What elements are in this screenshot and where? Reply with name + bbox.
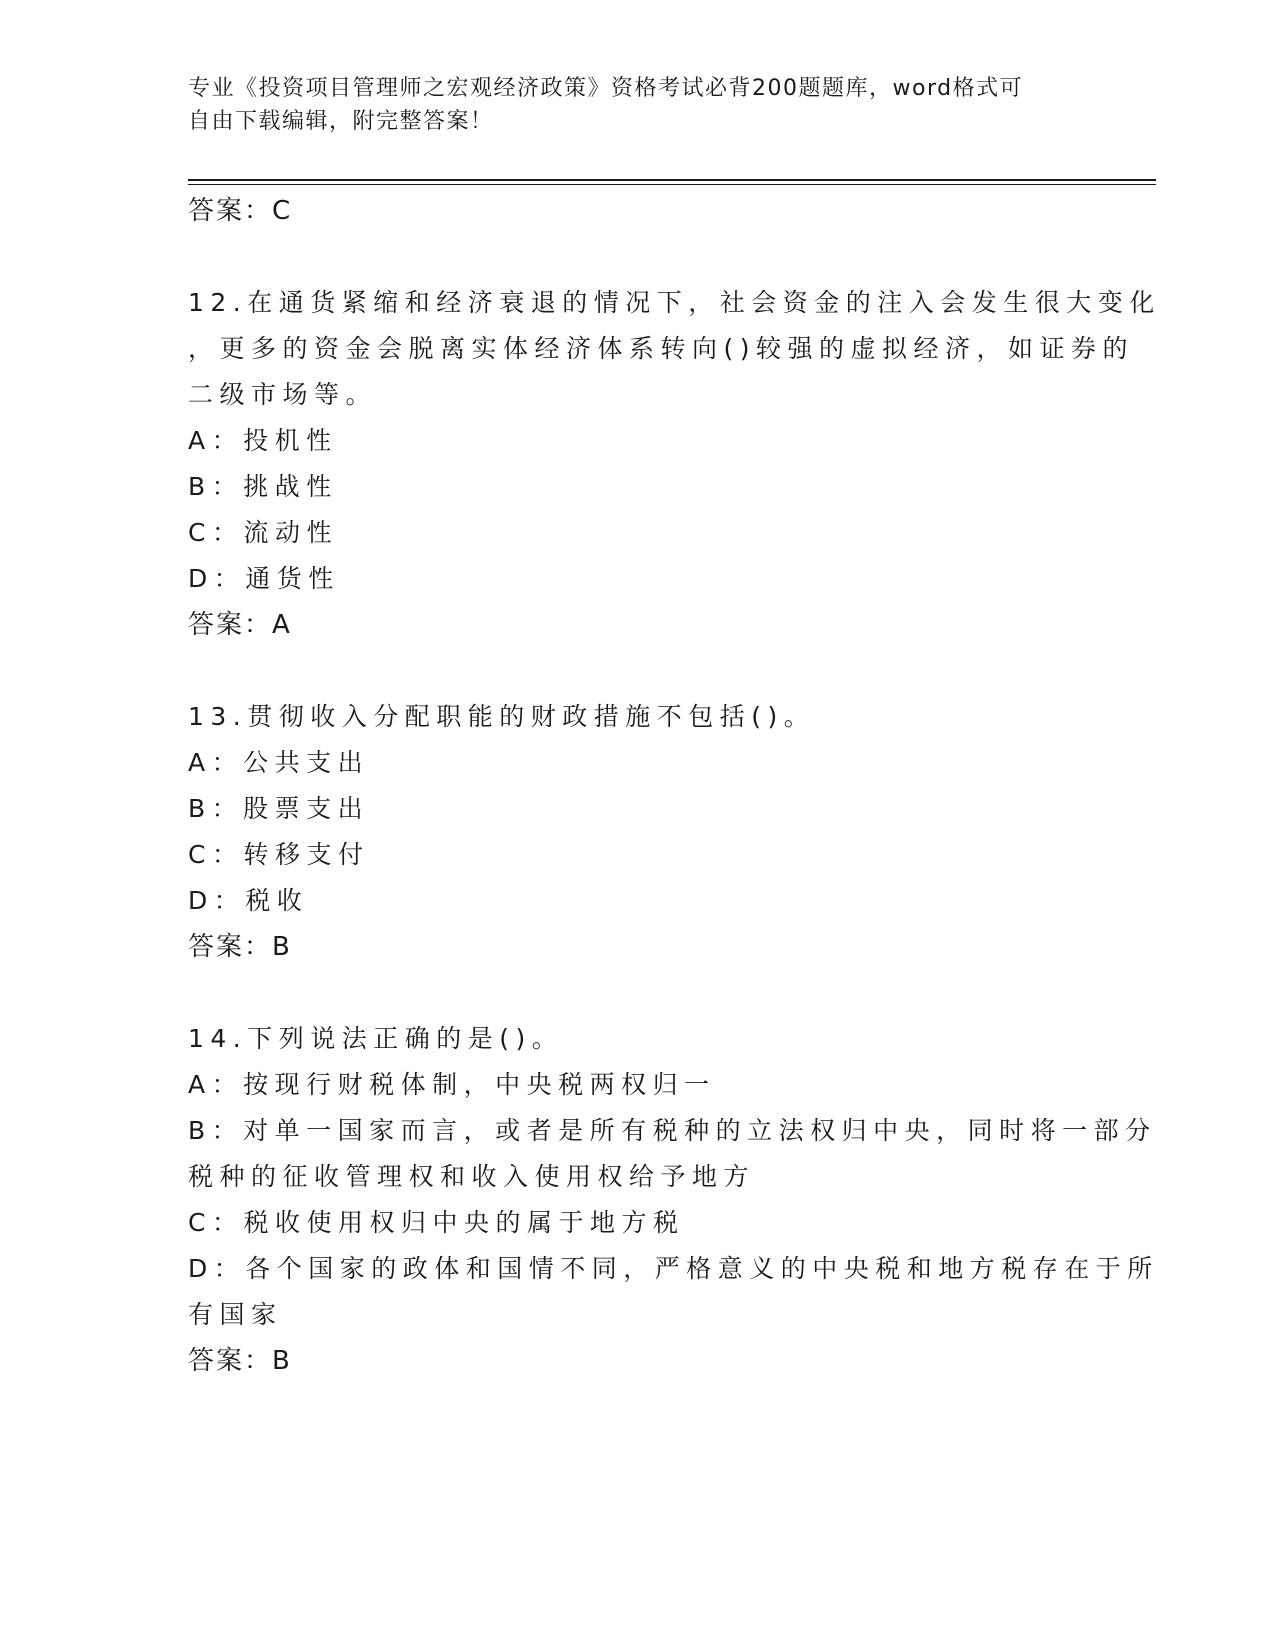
option-d-continued: 有国家 <box>188 1300 283 1329</box>
question-14 <box>188 1016 1159 1384</box>
option-b: B：对单一国家而言，或者是所有税种的立法权归中央，同时将一部分 <box>188 1116 1157 1145</box>
option-c: C：税收使用权归中央的属于地方税 <box>188 1208 685 1237</box>
question-stem-line: 12.在通货紧缩和经济衰退的情况下，社会资金的注入会发生很大变化 <box>188 288 1161 317</box>
question-stem-line: ，更多的资金会脱离实体经济体系转向()较强的虚拟经济，如证券的 <box>188 334 1135 363</box>
option-d: D：各个国家的政体和国情不同，严格意义的中央税和地方税存在于所 <box>188 1254 1159 1283</box>
option-a: A：投机性 <box>188 426 338 455</box>
option-b: B：挑战性 <box>188 472 338 501</box>
answer: 答案：B <box>188 1346 292 1376</box>
option-d: D：通货性 <box>188 564 340 593</box>
question-12 <box>188 280 1161 648</box>
previous-answer: 答案：C <box>188 196 293 226</box>
option-b: B：股票支出 <box>188 794 370 823</box>
answer: 答案：B <box>188 932 292 962</box>
option-c: C：转移支付 <box>188 840 370 869</box>
question-stem-line: 13.贯彻收入分配职能的财政措施不包括()。 <box>188 702 816 731</box>
header-line-1: 专业《投资项目管理师之宏观经济政策》资格考试必背200题题库，word格式可 <box>188 76 1024 101</box>
option-d: D：税收 <box>188 886 309 915</box>
question-stem-line: 二级市场等。 <box>188 380 378 409</box>
answer: 答案：A <box>188 610 292 640</box>
option-b-continued: 税种的征收管理权和收入使用权给予地方 <box>188 1162 756 1191</box>
header-line-2: 自由下载编辑，附完整答案！ <box>188 109 494 134</box>
option-c: C：流动性 <box>188 518 338 547</box>
question-stem-line: 14.下列说法正确的是()。 <box>188 1024 564 1053</box>
option-a: A：按现行财税体制，中央税两权归一 <box>188 1070 716 1099</box>
question-13 <box>188 694 1088 970</box>
document-body <box>188 188 1161 1384</box>
header-divider-thick <box>188 179 1156 181</box>
header-divider-thin <box>188 184 1156 185</box>
document-header <box>188 72 1088 138</box>
option-a: A：公共支出 <box>188 748 370 777</box>
